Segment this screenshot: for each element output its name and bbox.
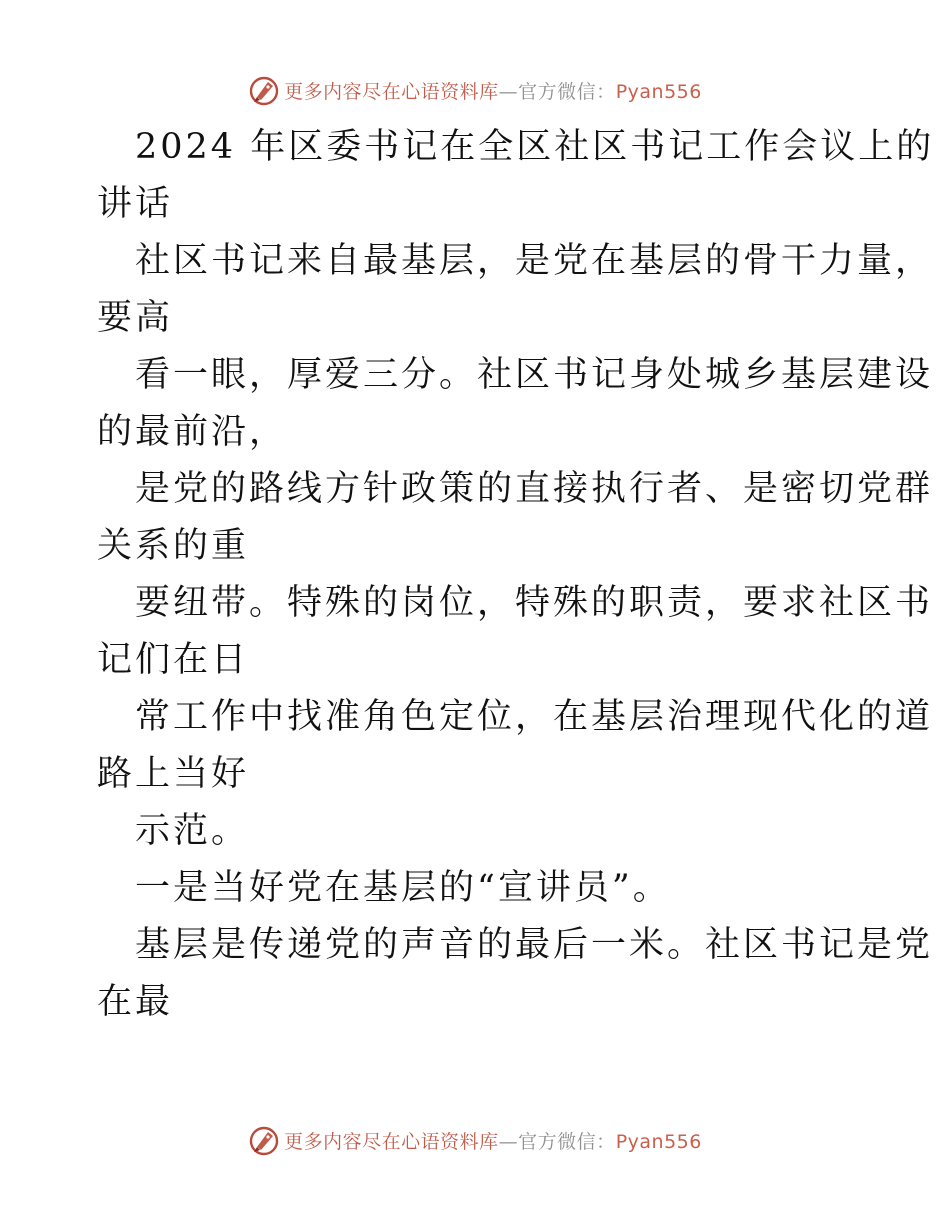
document-line: 路上当好 xyxy=(97,754,250,794)
document-line: 示范。 xyxy=(135,811,250,851)
document-line: 2024 年区委书记在全区社区书记工作会议上的 xyxy=(135,127,935,167)
document-line: 讲话 xyxy=(97,184,174,224)
banner-wechat-label: 官方微信： xyxy=(518,1130,616,1153)
pen-nib-logo-icon xyxy=(248,1124,280,1156)
document-line: 要高 xyxy=(97,298,174,338)
banner-main-text: 更多内容尽在心语资料库 xyxy=(284,80,499,103)
banner-separator: — xyxy=(498,1130,519,1153)
document-line: 在最 xyxy=(97,982,174,1022)
document-line: 记们在日 xyxy=(97,640,250,680)
header-banner xyxy=(0,70,950,110)
banner-wechat-id: Pyan556 xyxy=(615,80,702,103)
banner-main-text: 更多内容尽在心语资料库 xyxy=(284,1130,499,1153)
banner-separator: — xyxy=(498,80,519,103)
document-line: 是党的路线方针政策的直接执行者、是密切党群 xyxy=(135,469,934,509)
footer-banner xyxy=(0,1120,950,1160)
pen-nib-logo-icon xyxy=(248,74,280,106)
document-line: 要纽带。特殊的岗位，特殊的职责，要求社区书 xyxy=(135,583,934,623)
banner-wechat-id: Pyan556 xyxy=(615,1130,702,1153)
document-line: 的最前沿， xyxy=(97,412,288,452)
document-line: 基层是传递党的声音的最后一米。社区书记是党 xyxy=(135,925,934,965)
document-line: 关系的重 xyxy=(97,526,250,566)
document-line: 一是当好党在基层的“宣讲员”。 xyxy=(135,868,671,908)
document-line: 社区书记来自最基层，是党在基层的骨干力量， xyxy=(135,241,934,281)
document-line: 看一眼，厚爱三分。社区书记身处城乡基层建设 xyxy=(135,355,934,395)
document-body xyxy=(97,119,935,1031)
document-line: 常工作中找准角色定位，在基层治理现代化的道 xyxy=(135,697,934,737)
banner-wechat-label: 官方微信： xyxy=(518,80,616,103)
